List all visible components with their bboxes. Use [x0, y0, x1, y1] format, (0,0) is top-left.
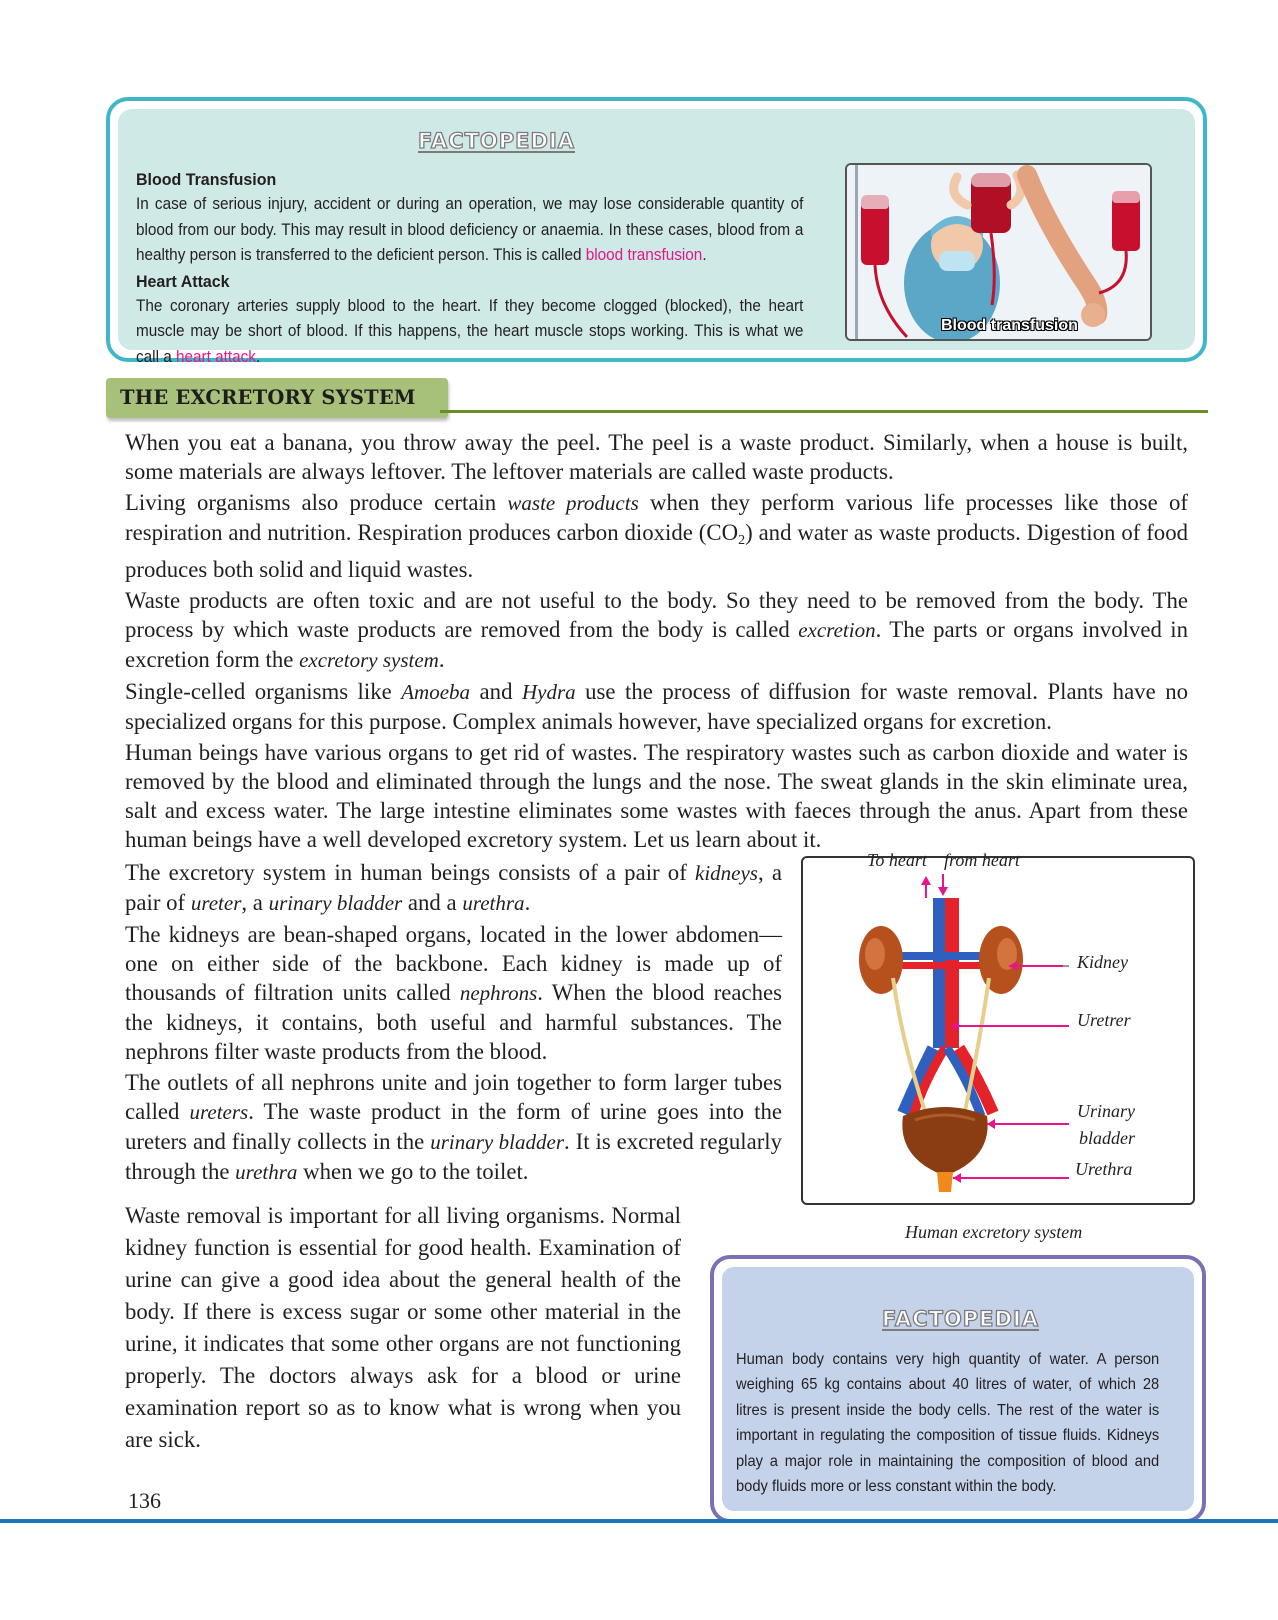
- factopedia-title-bottom: FACTOPEDIA: [882, 1307, 1040, 1331]
- blood-transfusion-paragraph: In case of serious injury, accident or during an operation, we may lose considerable quantity of blood from our body. This may result in blood deficiency or anaemia. In these cases, blood from a healthy person is transferred to the deficient person. This is called blood transfusion.: [136, 195, 804, 265]
- main-text: [125, 428, 1188, 856]
- label-kidney: Kidney: [1077, 952, 1128, 972]
- factopedia-panel-top: [118, 109, 1195, 366]
- left-column-text: [125, 858, 782, 1189]
- factopedia-text-bottom: Human body contains very high quantity of water. A person weighing 65 kg contains about 40 litres of water, of which 28 litres is present inside the body cells. The rest of the water is important in regulating the composition of tissue fluids. Kidneys play a major role in maintaining the composition of blood and body fluids more or less constant within the body.: [736, 1351, 1160, 1496]
- blood-transfusion-illustration: [847, 165, 1150, 339]
- factopedia-text-top: [136, 167, 803, 370]
- page-number: 136: [128, 1488, 161, 1513]
- label-from-heart: from heart: [944, 850, 1020, 870]
- section-divider: [440, 410, 1208, 413]
- diagram-caption: Human excretory system: [905, 1222, 1083, 1242]
- label-to-heart: To heart: [867, 850, 927, 870]
- photo-caption: Blood transfusion: [941, 317, 1078, 334]
- paragraph-9: Waste removal is important for all living organisms. Normal kidney function is essential for good health. Examination of urine can give a good idea about the general health of the body. If there is excess sugar or some other material in the urine, it indicates that some other organs are not functioning properly. The doctors always ask for a blood or urine examination report so as to know what is wrong when you are sick.: [125, 1203, 681, 1452]
- paragraph-8: The outlets of all nephrons unite and join together to form larger tubes called ureters. The waste product in the form of urine goes into the ureters and finally collects in the urinary bladder. It is excreted regularly through the urethra when we go to the toilet.: [125, 1070, 783, 1184]
- heart-attack-highlight: heart attack: [175, 347, 256, 366]
- blood-transfusion-highlight: blood transfusion: [585, 246, 703, 265]
- factopedia-panel-bottom: [722, 1267, 1194, 1511]
- excretory-system-illustration: [803, 858, 1193, 1203]
- label-urinary: Urinary: [1077, 1101, 1135, 1121]
- label-ureter: Uretrer: [1077, 1010, 1131, 1030]
- label-urethra: Urethra: [1075, 1159, 1133, 1179]
- factopedia-box-top: [106, 97, 1207, 366]
- label-bladder: bladder: [1079, 1128, 1135, 1148]
- paragraph-3: Waste products are often toxic and are not useful to the body. So they need to be removed from the body. The process by which waste products are removed from the body is called excretion. The parts or organs involved in excretion form the excretory system.: [125, 588, 1188, 672]
- paragraph-4: Single-celled organisms like Amoeba and Hydra use the process of diffusion for waste removal. Plants have no specialized organs for this purpose. Complex animals however, have specialized organs for excretion.: [125, 679, 1188, 734]
- factopedia-title-top: FACTOPEDIA: [418, 129, 576, 153]
- heart-attack-heading: Heart Attack: [136, 271, 230, 291]
- footer-rule: [0, 1519, 1278, 1523]
- paragraph-1: When you eat a banana, you throw away the peel. The peel is a waste product. Similarly, when a house is built, some materials are always leftover. The leftover materials are called waste products.: [125, 430, 1188, 484]
- factopedia-box-bottom: [710, 1255, 1206, 1523]
- paragraph-2: Living organisms also produce certain waste products when they perform various life processes like those of respiration and nutrition. Respiration produces carbon dioxide (CO2) and water as waste products. Digestion of food produces both solid and liquid wastes.: [125, 490, 1189, 582]
- section-heading: THE EXCRETORY SYSTEM: [106, 378, 448, 418]
- heart-attack-paragraph: The coronary arteries supply blood to the heart. If they become clogged (blocked), the heart muscle may be short of blood. If this happens, the heart muscle stops working. This is what we call a heart attack.: [136, 297, 804, 366]
- paragraph-5: Human beings have various organs to get rid of wastes. The respiratory wastes such as carbon dioxide and water is removed by the blood and eliminated through the lungs and the nose. The sweat glands in the skin eliminate urea, salt and excess water. The large intestine eliminates some wastes with faeces through the anus. Apart from these human beings have a well developed excretory system. Let us learn about it.: [125, 740, 1188, 852]
- paragraph-7: The kidneys are bean-shaped organs, located in the lower abdomen—one on either side of the backbone. Each kidney is made up of thousands of filtration units called nephrons. When the blood reaches the kidneys, it contains, both useful and harmful substances. The nephrons filter waste products from the blood.: [125, 922, 782, 1064]
- blood-transfusion-photo: [845, 163, 1152, 341]
- excretory-system-diagram: [801, 850, 1195, 1205]
- paragraph-6: The excretory system in human beings consists of a pair of kidneys, a pair of ureter, a urinary bladder and a urethra.: [125, 860, 782, 915]
- blood-transfusion-heading: Blood Transfusion: [136, 170, 277, 189]
